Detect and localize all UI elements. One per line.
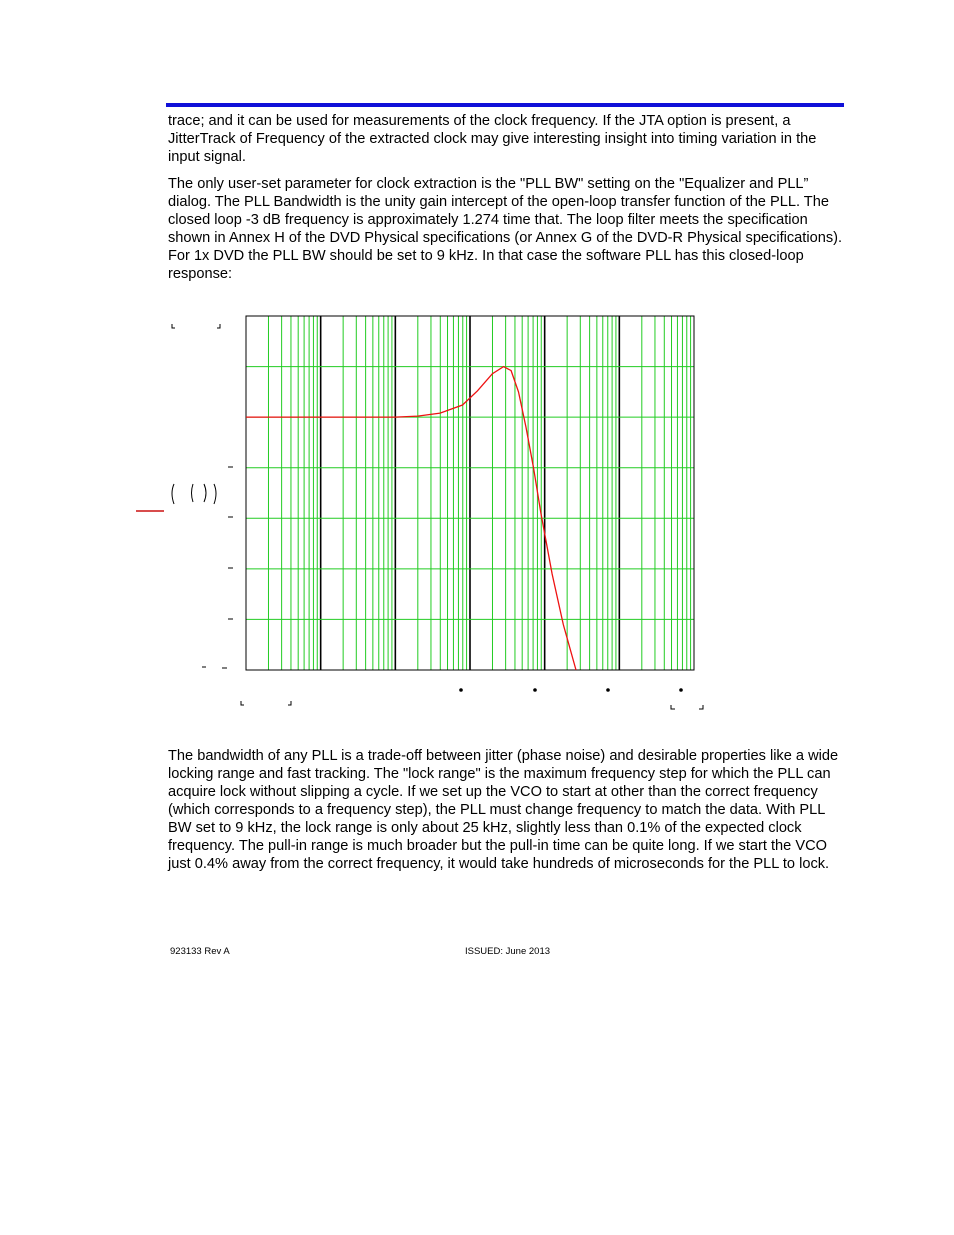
corner-mark bbox=[241, 701, 244, 705]
footer-doc-number: 923133 Rev A bbox=[170, 946, 230, 957]
y-label-mark bbox=[192, 484, 194, 502]
y-label-mark bbox=[172, 484, 174, 504]
chart-grid bbox=[246, 316, 694, 670]
corner-mark bbox=[217, 324, 220, 328]
paragraph-bandwidth-tradeoff: The bandwidth of any PLL is a trade-off between jitter (phase noise) and desirable properties like a wide locking range and fast tracking. The "lock range" is the maximum frequency step for which the PLL can acquire lock without slipping a cycle. If we set up the VCO to start at other than the correct frequency (which corresponds to a frequency step), the PLL must change frequency to match the data. With PLL BW set to 9 kHz, the lock range is only about 25 kHz, slightly less than 0.1% of the expected clock frequency. The pull-in range is much broader but the pull-in time can be quite long. If we start the VCO just 0.4% away from the correct frequency, it would take hundreds of microseconds for the PLL to lock. bbox=[168, 748, 839, 872]
corner-mark bbox=[699, 705, 703, 709]
paragraph-intro: trace; and it can be used for measurements of the clock frequency. If the JTA option is present, a JitterTrack of Frequency of the extracted clock may give interesting insight into timing variation in the input signal. bbox=[168, 113, 817, 165]
y-label-mark bbox=[204, 484, 206, 502]
x-tick-dot bbox=[459, 688, 463, 692]
corner-mark bbox=[288, 701, 291, 705]
corner-mark bbox=[172, 324, 175, 328]
x-tick-dot bbox=[606, 688, 610, 692]
x-tick-dot bbox=[679, 688, 683, 692]
header-rule bbox=[166, 103, 844, 107]
corner-mark bbox=[671, 705, 675, 709]
x-tick-dot bbox=[533, 688, 537, 692]
closed-loop-response-chart bbox=[130, 300, 720, 720]
axis-scale-marks bbox=[172, 324, 703, 709]
y-label-mark bbox=[214, 484, 216, 504]
footer-issued: ISSUED: June 2013 bbox=[465, 946, 551, 957]
paragraph-pll-bw: The only user-set parameter for clock extraction is the "PLL BW" setting on the "Equalizer and PLL” dialog. The PLL Bandwidth is the unity gain intercept of the open-loop transfer function of the PLL. The closed loop -3 dB frequency is approximately 1.274 time that. The loop filter meets the specification shown in Annex H of the DVD Physical specifications (or Annex G of the DVD-R Physical specifications). For 1x DVD the PLL BW should be set to 9 kHz. In that case the software PLL has this closed-loop response: bbox=[168, 176, 843, 282]
